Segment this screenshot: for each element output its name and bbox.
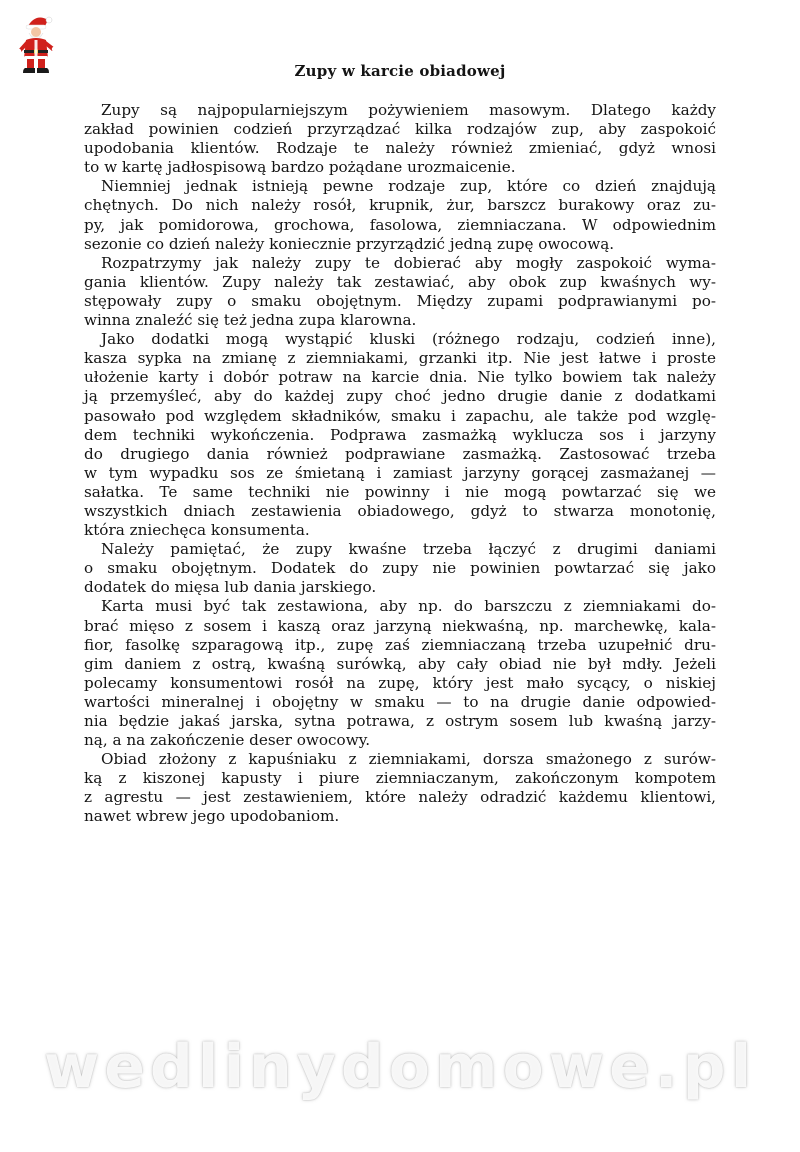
text-line: Obiad złożony z kapuśniaku z ziemniakami, dorsza smażonego z surów-	[101, 750, 716, 769]
text-line: to w kartę jadłospisową bardzo pożądane urozmaicenie.	[84, 158, 516, 177]
text-line: gania klientów. Zupy należy tak zestawiać, aby obok zup kwaśnych wy-	[84, 272, 716, 291]
text-line: polecamy konsumentowi rosół na zupę, który jest mało sycący, o niskiej	[84, 673, 716, 692]
text-line: pasowało pod względem składników, smaku i zapachu, ale także pod wzglę-	[84, 406, 716, 425]
text-line: Niemniej jednak istnieją pewne rodzaje zup, które co dzień znajdują	[101, 177, 716, 196]
text-line: zakład powinien codzień przyrządzać kilka rodzajów zup, aby zaspokoić	[84, 120, 716, 139]
paragraph	[84, 597, 716, 750]
text-line: w tym wypadku sos ze śmietaną i zamiast jarzyny gorącej zasmażanej —	[84, 463, 716, 482]
text-line: Zupy są najpopularniejszym pożywieniem masowym. Dlatego każdy	[101, 101, 716, 119]
text-line: ją przemyśleć, aby do każdej zupy choć jedno drugie danie z dodatkami	[84, 387, 716, 406]
text-line: sezonie co dzień należy koniecznie przyrządzić jedną zupę owocową.	[84, 234, 615, 253]
document-body	[84, 101, 716, 827]
paragraph	[84, 750, 716, 826]
paragraph	[84, 101, 716, 177]
text-line: dodatek do mięsa lub dania jarskiego.	[84, 578, 377, 597]
text-line: Karta musi być tak zestawiona, aby np. do barszczu z ziemniakami do-	[101, 597, 716, 616]
text-line: do drugiego dania również podprawiane zasmażką. Zastosować trzeba	[84, 444, 716, 463]
text-line: gim daniem z ostrą, kwaśną surówką, aby cały obiad nie był mdły. Jeżeli	[84, 654, 716, 673]
text-line: nia będzie jakaś jarska, sytna potrawa, z ostrym sosem lub kwaśną jarzy-	[84, 712, 716, 730]
paragraph	[84, 330, 716, 540]
text-line: sałatka. Te same techniki nie powinny i nie mogą powtarzać się we	[84, 482, 716, 501]
text-line: fior, fasolkę szparagową itp., zupę zaś ziemniaczaną trzeba uzupełnić dru-	[84, 635, 716, 654]
text-line: dem techniki wykończenia. Podprawa zasmażką wyklucza sos i jarzyny	[84, 425, 716, 444]
text-line: z agrestu — jest zestawieniem, które należy odradzić każdemu klientowi,	[84, 788, 716, 807]
paragraph	[84, 540, 716, 597]
text-line: py, jak pomidorowa, grochowa, fasolowa, ziemniaczana. W odpowiednim	[84, 215, 716, 234]
text-line: o smaku obojętnym. Dodatek do zupy nie powinien powtarzać się jako	[84, 559, 716, 578]
text-line: Rozpatrzymy jak należy zupy te dobierać aby mogły zaspokoić wyma-	[101, 253, 716, 272]
text-line: upodobania klientów. Rodzaje te należy również zmieniać, gdyż wnosi	[84, 139, 716, 158]
text-line: nawet wbrew jego upodobaniom.	[84, 807, 340, 826]
text-line: stępowały zupy o smaku obojętnym. Między zupami podprawianymi po-	[84, 291, 716, 310]
text-line: wszystkich dniach zestawienia obiadowego, gdyż to stwarza monotonię,	[84, 501, 716, 520]
text-line: brać mięso z sosem i kaszą oraz jarzyną niekwaśną, np. marchewkę, kala-	[84, 616, 716, 635]
text-line: ką z kiszonej kapusty i piure ziemniaczanym, zakończonym kompotem	[84, 769, 716, 788]
text-line: ułożenie karty i dobór potraw na karcie dnia. Nie tylko bowiem tak należy	[84, 368, 716, 387]
text-line: Jako dodatki mogą wystąpić kluski (różnego rodzaju, codzień inne),	[101, 330, 716, 349]
text-line: kasza sypka na zmianę z ziemniakami, grzanki itp. Nie jest łatwe i proste	[84, 349, 716, 368]
text-line: chętnych. Do nich należy rosół, krupnik, żur, barszcz burakowy oraz zu-	[84, 196, 716, 215]
text-line: która zniechęca konsumenta.	[84, 521, 310, 540]
text-line: wartości mineralnej i obojętny w smaku — to na drugie danie odpowied-	[84, 692, 716, 711]
watermark: wedlinydomowe.pl	[43, 1032, 757, 1102]
paragraph	[84, 254, 716, 330]
paragraph	[84, 177, 716, 253]
text-line: Należy pamiętać, że zupy kwaśne trzeba łączyć z drugimi daniami	[101, 540, 716, 559]
text-line: winna znaleźć się też jedna zupa klarowna.	[84, 311, 417, 330]
text-line: ną, a na zakończenie deser owocowy.	[84, 731, 371, 750]
page-title: Zupy w karcie obiadowej	[294, 62, 506, 80]
